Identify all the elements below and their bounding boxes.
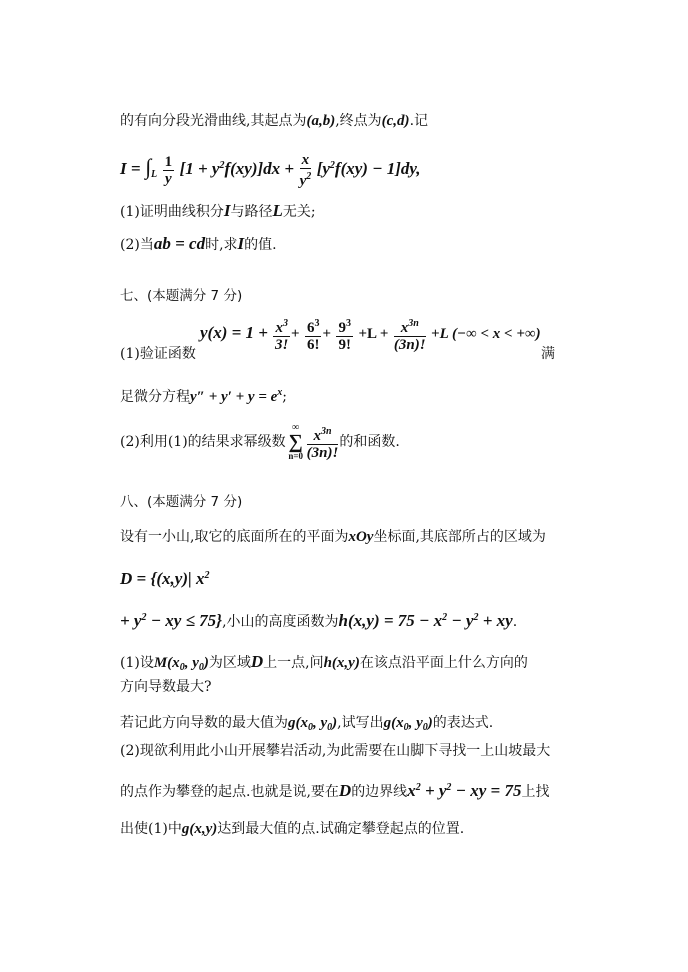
denominator: 6! — [306, 336, 320, 353]
math: 3 — [314, 317, 320, 329]
denominator: 3! — [275, 336, 289, 353]
text-line-12 — [120, 652, 528, 678]
text: (1)证明曲线积分 — [120, 204, 224, 220]
text: 上找 — [521, 784, 550, 800]
math: g(x — [288, 715, 308, 731]
math: 0 — [308, 722, 313, 733]
text: ; — [282, 389, 287, 405]
math: 3 — [282, 317, 288, 329]
math: y(x) = 1 + — [200, 323, 268, 342]
denominator — [300, 169, 312, 189]
math: ) — [427, 715, 433, 731]
denominator: y — [165, 170, 172, 187]
fraction — [163, 154, 175, 187]
math: 3n — [320, 425, 332, 437]
math: n=0 — [288, 451, 303, 461]
text: 设有一小山,取它的底面所在的平面为 — [120, 529, 349, 545]
text: 的值. — [244, 237, 277, 253]
text: 无关; — [282, 204, 316, 220]
math: I — [223, 201, 231, 220]
text: ,试写出 — [337, 715, 384, 731]
text: 时,求 — [205, 237, 238, 253]
numerator — [394, 316, 426, 337]
math: 2 — [219, 160, 225, 171]
math: − y — [447, 611, 474, 630]
math: g(x — [383, 715, 404, 731]
text: 与路径 — [230, 204, 273, 220]
math: x — [400, 319, 409, 336]
math: h(x,y) = 75 − x — [338, 611, 443, 630]
math: f(xy) − 1]dy, — [334, 159, 421, 178]
math: ) — [332, 715, 338, 731]
math: + y — [420, 781, 447, 800]
text: 在该点沿平面上什么方向的 — [359, 655, 528, 671]
math: D = {(x,y)| x — [120, 569, 205, 588]
math: M(x — [153, 655, 180, 671]
math: g(x,y) — [181, 821, 218, 837]
text-line-8 — [120, 420, 400, 464]
text: 出使(1)中 — [120, 821, 182, 837]
math: L — [272, 201, 283, 220]
text: (2)当 — [120, 237, 154, 253]
numerator — [273, 316, 290, 337]
math: 0 — [422, 722, 428, 733]
fraction — [305, 316, 322, 353]
math: + xy — [478, 611, 513, 630]
math: 3 — [345, 317, 351, 329]
text-line-14 — [120, 713, 493, 738]
fraction — [307, 424, 339, 461]
math: I — [237, 234, 245, 253]
math: , y — [313, 715, 328, 731]
text: 的点作为攀登的起点.也就是说,要在 — [120, 784, 339, 800]
math: x — [277, 387, 283, 398]
math: [y — [316, 159, 330, 178]
denominator: (3n)! — [393, 336, 426, 353]
text-line-16 — [120, 778, 549, 802]
math: x — [275, 319, 283, 336]
math: 0 — [327, 722, 333, 733]
math-end-point: (c,d) — [381, 113, 410, 129]
text-line-17 — [120, 819, 464, 839]
math: I = — [120, 159, 141, 178]
numerator — [307, 424, 339, 445]
math: 9 — [338, 319, 346, 336]
math: 2 — [446, 782, 452, 793]
math: , y — [184, 655, 199, 671]
text: 上一点,问 — [263, 655, 324, 671]
section-7-heading: 七、(本题满分 7 分) — [120, 288, 243, 304]
math: xOy — [348, 529, 374, 545]
fraction — [394, 316, 426, 353]
math: ab = cd — [153, 234, 206, 253]
math: x — [407, 781, 416, 800]
math: 3n — [408, 317, 419, 329]
numerator — [336, 316, 353, 337]
text-line-7 — [120, 383, 287, 407]
math: +L + — [358, 326, 389, 342]
text-line-4 — [120, 234, 277, 255]
text: ,终点为 — [335, 113, 382, 129]
math: ∞ — [292, 422, 300, 433]
denominator: (3n)! — [306, 444, 339, 461]
math: D — [338, 781, 352, 800]
math: y — [299, 172, 307, 189]
math: 2 — [141, 612, 147, 623]
numerator — [305, 316, 322, 337]
text-line-1 — [120, 111, 428, 131]
math-start-point: (a,b) — [306, 113, 336, 129]
sigma-icon: ∑ — [288, 431, 303, 453]
series-formula: y(x) = 1 + $\frac{x^3}{3!}$ + $\frac{6^3}{6!}$ + $\frac{9^3}{9!}$ +L + $\frac{x^{3n}}{(3n)!}$ +L (−∞ < x < +∞) — [200, 317, 541, 353]
integral-formula — [120, 148, 421, 193]
fraction — [336, 316, 353, 353]
math: 0 — [403, 722, 409, 733]
text: (1)设 — [120, 655, 154, 671]
integral-sign: ∫ — [145, 154, 152, 179]
text-line-3 — [120, 201, 316, 222]
math: +L (−∞ < x < +∞) — [431, 326, 541, 342]
text: ,小山的高度函数为 — [222, 614, 339, 630]
text: 若记此方向导数的最大值为 — [120, 715, 288, 731]
math: h(x,y) — [323, 655, 360, 671]
text-line-10 — [120, 566, 210, 590]
summation — [286, 423, 306, 461]
text: . — [512, 614, 518, 630]
math: − xy ≤ 75} — [146, 611, 223, 630]
text: .记 — [409, 113, 429, 129]
math: + y — [120, 611, 142, 630]
text: 满 — [541, 346, 555, 362]
fraction — [273, 316, 290, 353]
text-line-13: 方向导数最大? — [120, 679, 212, 695]
math: 2 — [473, 612, 479, 623]
text: (2)利用(1)的结果求幂级数 — [120, 434, 286, 450]
text: 的有向分段光滑曲线,其起点为 — [120, 113, 307, 129]
text-line-6 — [120, 344, 196, 364]
text: (1)验证函数 — [120, 346, 196, 362]
math: , y — [408, 715, 423, 731]
math: y″ + y′ + y = e — [190, 389, 278, 405]
math: − xy = 75 — [451, 781, 522, 800]
numerator: 1 — [164, 153, 173, 170]
text: 为区域 — [208, 655, 251, 671]
text: 坐标面,其底部所占的区域为 — [373, 529, 546, 545]
math: f(xy)]dx + — [224, 159, 295, 178]
text-line-11 — [120, 608, 517, 632]
text: 足微分方程 — [120, 389, 190, 405]
math: 2 — [415, 782, 421, 793]
math: 2 — [442, 612, 448, 623]
math: ) — [203, 655, 209, 671]
math: 2 — [306, 170, 312, 182]
text: 的和函数. — [339, 434, 400, 450]
section-8-heading: 八、(本题满分 7 分) — [120, 494, 243, 510]
text: 的边界线 — [351, 784, 408, 800]
text-line-9 — [120, 527, 546, 547]
math: 2 — [329, 160, 335, 171]
numerator: x — [300, 152, 312, 169]
math: 0 — [198, 662, 204, 673]
math: 2 — [204, 570, 210, 581]
fraction — [300, 152, 312, 189]
text: 达到最大值的点.试确定攀登起点的位置. — [217, 821, 465, 837]
math: x — [313, 427, 321, 444]
text: 的表达式. — [432, 715, 494, 731]
text-line-6-end — [541, 344, 555, 364]
math: 0 — [179, 662, 185, 673]
text-line-15: (2)现欲利用此小山开展攀岩活动,为此需要在山脚下寻找一上山坡最大 — [120, 743, 551, 759]
math: [1 + y — [179, 159, 220, 178]
math: L — [151, 169, 158, 180]
math: 6 — [306, 319, 315, 336]
math: D — [250, 652, 264, 671]
denominator: 9! — [338, 336, 351, 353]
